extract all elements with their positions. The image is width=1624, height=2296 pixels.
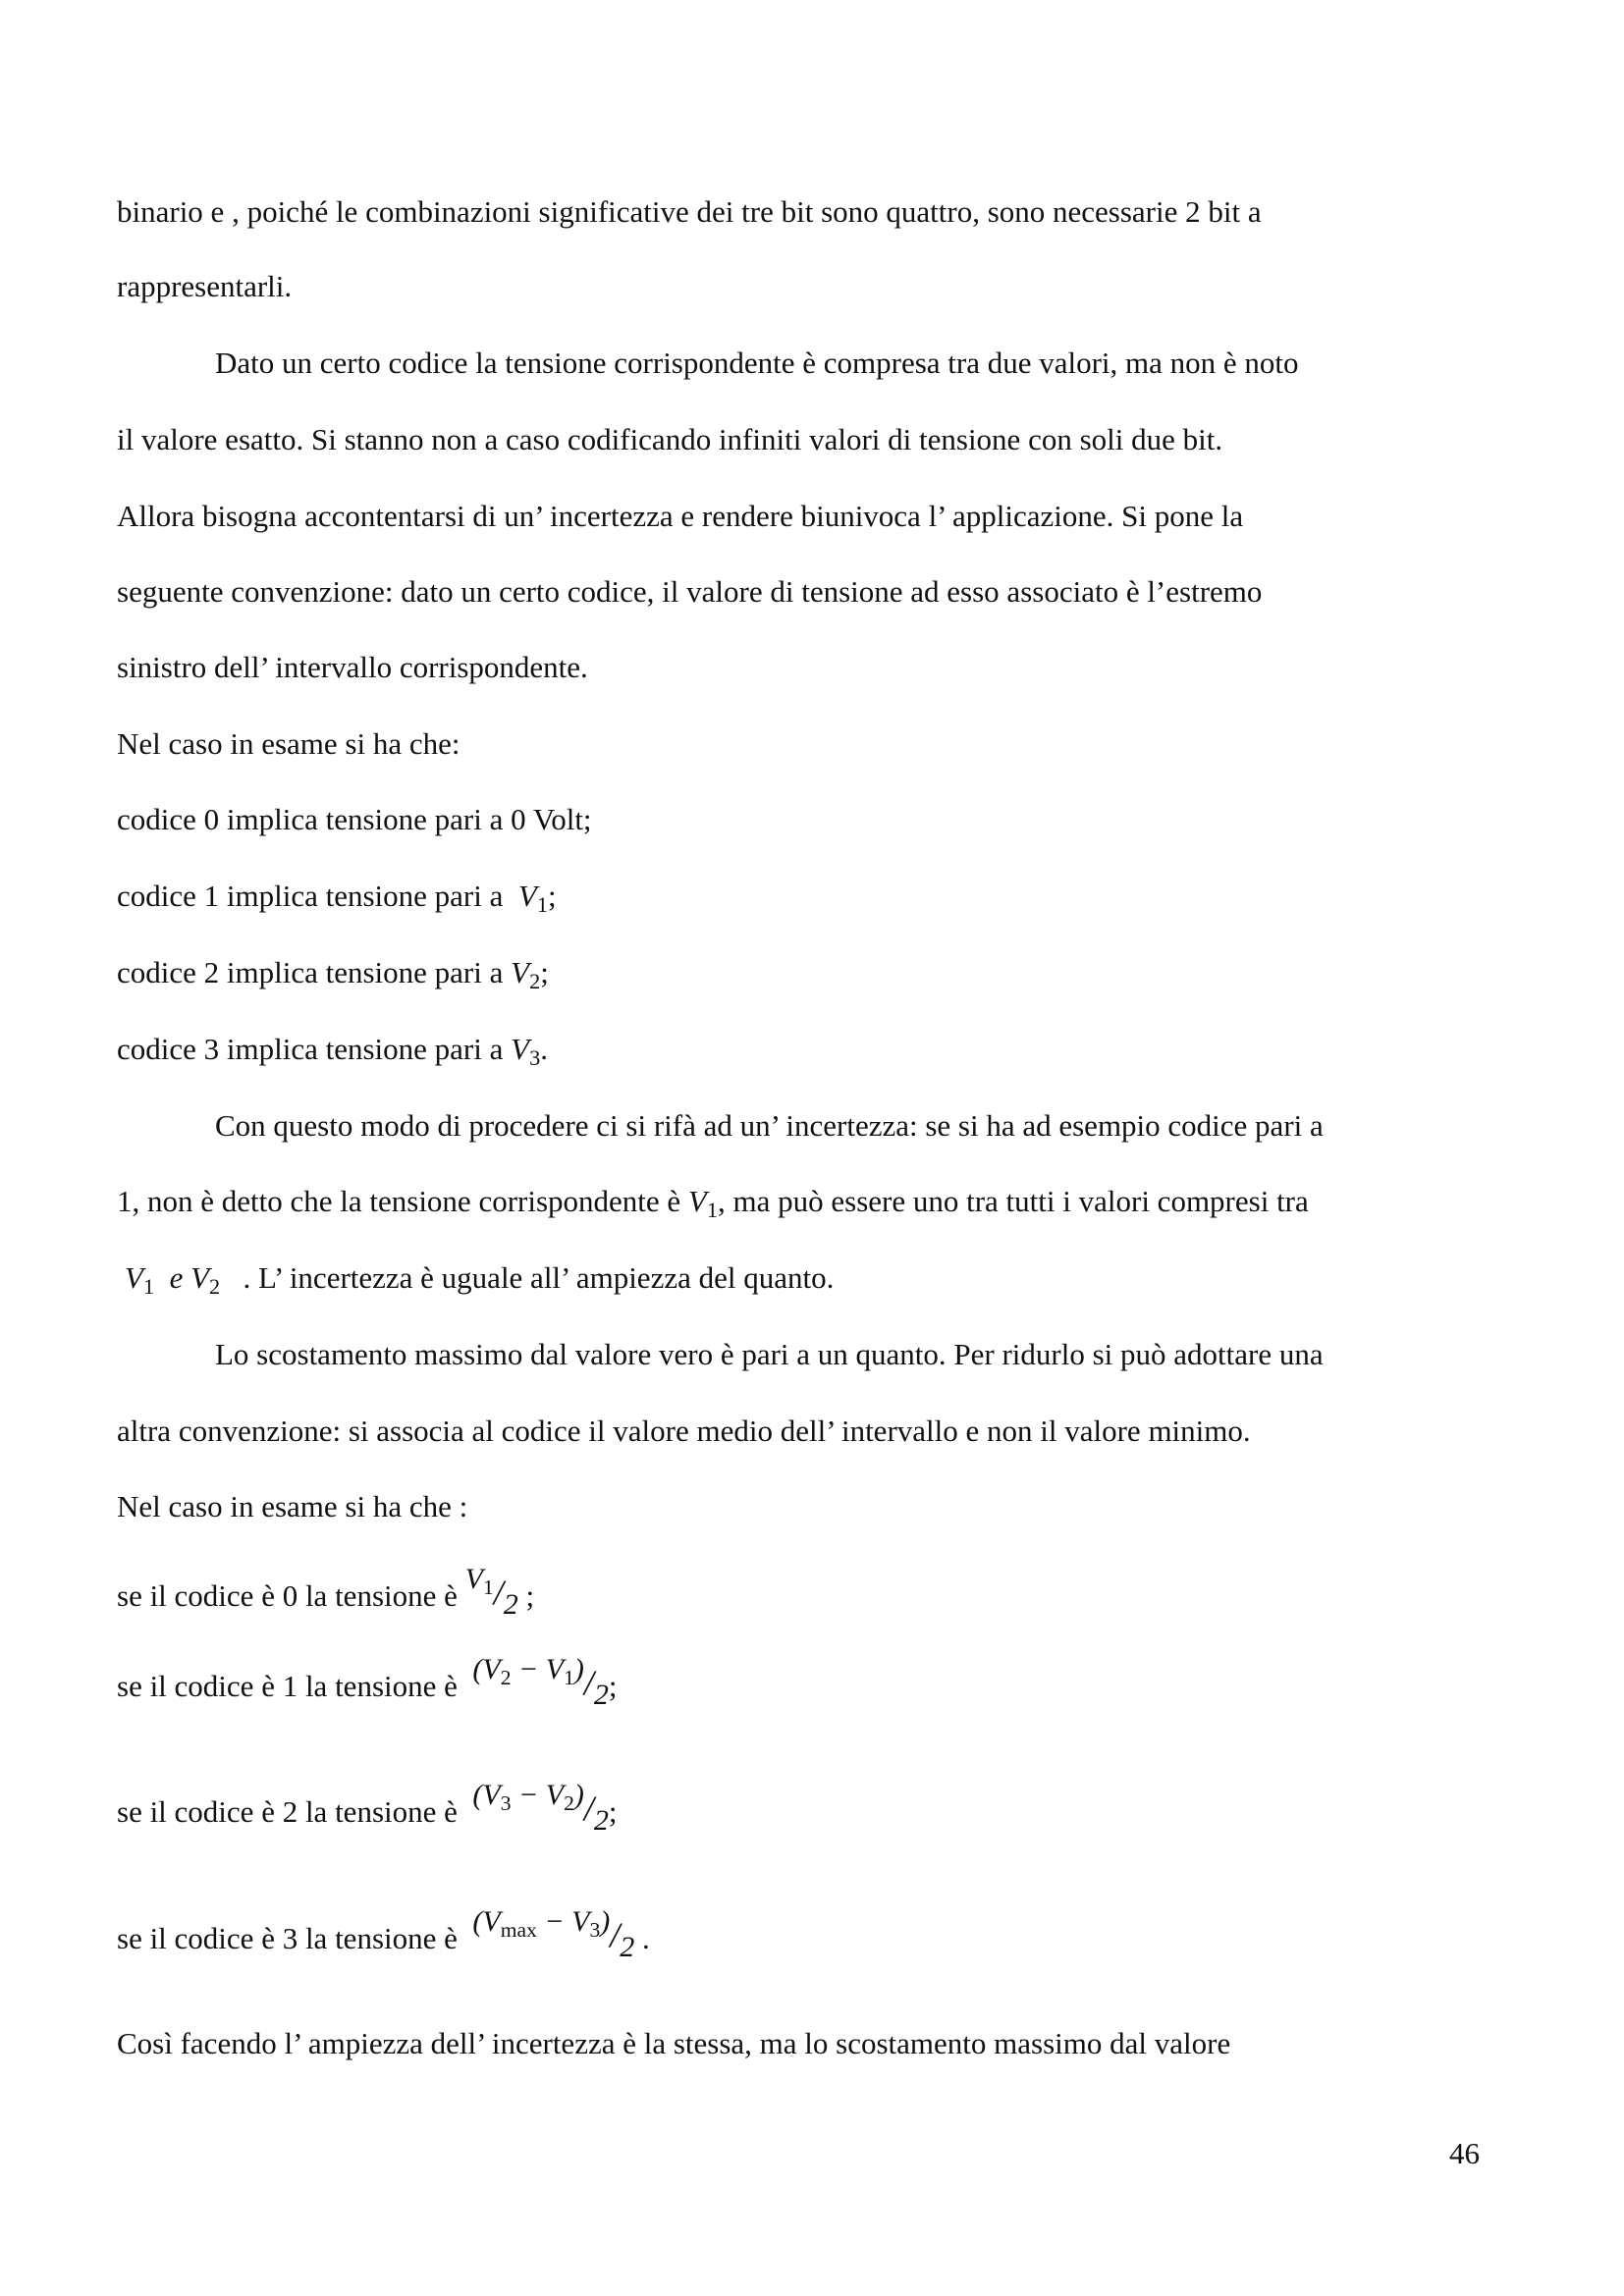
paragraph-2-line-2: il valore esatto. Si stanno non a caso codificando infiniti valori di tensione con soli due bit.: [117, 422, 1223, 456]
v1-symbol: $V_1$: [517, 879, 548, 918]
code-1-text: codice 1 implica tensione pari a: [117, 879, 504, 913]
paragraph-1-line-1: binario e , poiché le combinazioni significative dei tre bit sono quattro, sono necessarie 2 bit a: [117, 194, 1262, 229]
code-0-line: codice 0 implica tensione pari a 0 Volt;: [117, 802, 592, 836]
paragraph-1-line-2: rappresentarli.: [117, 269, 293, 303]
code-2-line: codice 2 implica tensione pari a $V_2$;: [117, 955, 549, 994]
paragraph-7: Così facendo l’ ampiezza dell’ incertezza è la stessa, ma lo scostamento massimo dal valore: [117, 2026, 1231, 2060]
midpoint-code-0-line: se il codice è 0 la tensione è $V_1/2$ ;: [117, 1563, 535, 1621]
paragraph-5-line-1: Lo scostamento massimo dal valore vero è pari a un quanto. Per ridurlo si può adottare una: [215, 1337, 1324, 1371]
fraction-v2-minus-v1-over-2: $(V_2 - V_1)/2$: [472, 1653, 609, 1711]
code-3-line: codice 3 implica tensione pari a $V_3$.: [117, 1032, 548, 1071]
code-2-text: codice 2 implica tensione pari a: [117, 955, 504, 989]
paragraph-4-line-1: Con questo modo di procedere ci si rifà ad un’ incertezza: se si ha ad esempio codice pari a: [215, 1108, 1324, 1143]
fraction-v3-minus-v2-over-2: $(V_3 - V_2)/2$: [472, 1779, 609, 1837]
paragraph-6: Nel caso in esame si ha che :: [117, 1489, 468, 1523]
code-1-line: codice 1 implica tensione pari a $V_1$;: [117, 879, 557, 918]
fraction-vmax-minus-v3-over-2: $(V_{max} - V_3)/2$: [472, 1905, 635, 1963]
paragraph-3: Nel caso in esame si ha che:: [117, 726, 460, 761]
v2-symbol: $V_2$: [511, 955, 541, 994]
midpoint-code-3-line: se il codice è 3 la tensione è $(V_{max} - V_3)/2$ .: [117, 1905, 650, 1963]
fraction-v1-over-2: $V_1/2$: [464, 1563, 518, 1621]
paragraph-5-line-2: altra convenzione: si associa al codice il valore medio dell’ intervallo e non il valore minimo.: [117, 1414, 1251, 1448]
paragraph-2-line-5: sinistro dell’ intervallo corrispondente.: [117, 650, 588, 684]
code-3-text: codice 3 implica tensione pari a: [117, 1032, 504, 1066]
page-number: 46: [1449, 2136, 1480, 2170]
v1-symbol: $V_1$: [125, 1260, 155, 1300]
v3-symbol: $V_3$: [511, 1032, 541, 1071]
v2-symbol: $V_2$: [190, 1260, 221, 1300]
midpoint-code-2-line: se il codice è 2 la tensione è $(V_3 - V_2)/2$;: [117, 1779, 618, 1837]
midpoint-code-1-line: se il codice è 1 la tensione è $(V_2 - V_1)/2$;: [117, 1653, 618, 1711]
paragraph-2-line-1: Dato un certo codice la tensione corrispondente è compresa tra due valori, ma non è noto: [215, 346, 1299, 380]
paragraph-2-line-4: seguente convenzione: dato un certo codice, il valore di tensione ad esso associato è l’estremo: [117, 574, 1263, 609]
paragraph-2-line-3: Allora bisogna accontentarsi di un’ incertezza e rendere biunivoca l’ applicazione. Si pone la: [117, 499, 1244, 533]
paragraph-4-line-2: 1, non è detto che la tensione corrispondente è $V_1$, ma può essere uno tra tutti i valori compresi tra: [117, 1184, 1309, 1223]
v1-symbol: $V_1$: [687, 1184, 719, 1223]
paragraph-4-line-3: $V_1$ e $V_2$ . L’ incertezza è uguale all’ ampiezza del quanto.: [125, 1260, 835, 1300]
